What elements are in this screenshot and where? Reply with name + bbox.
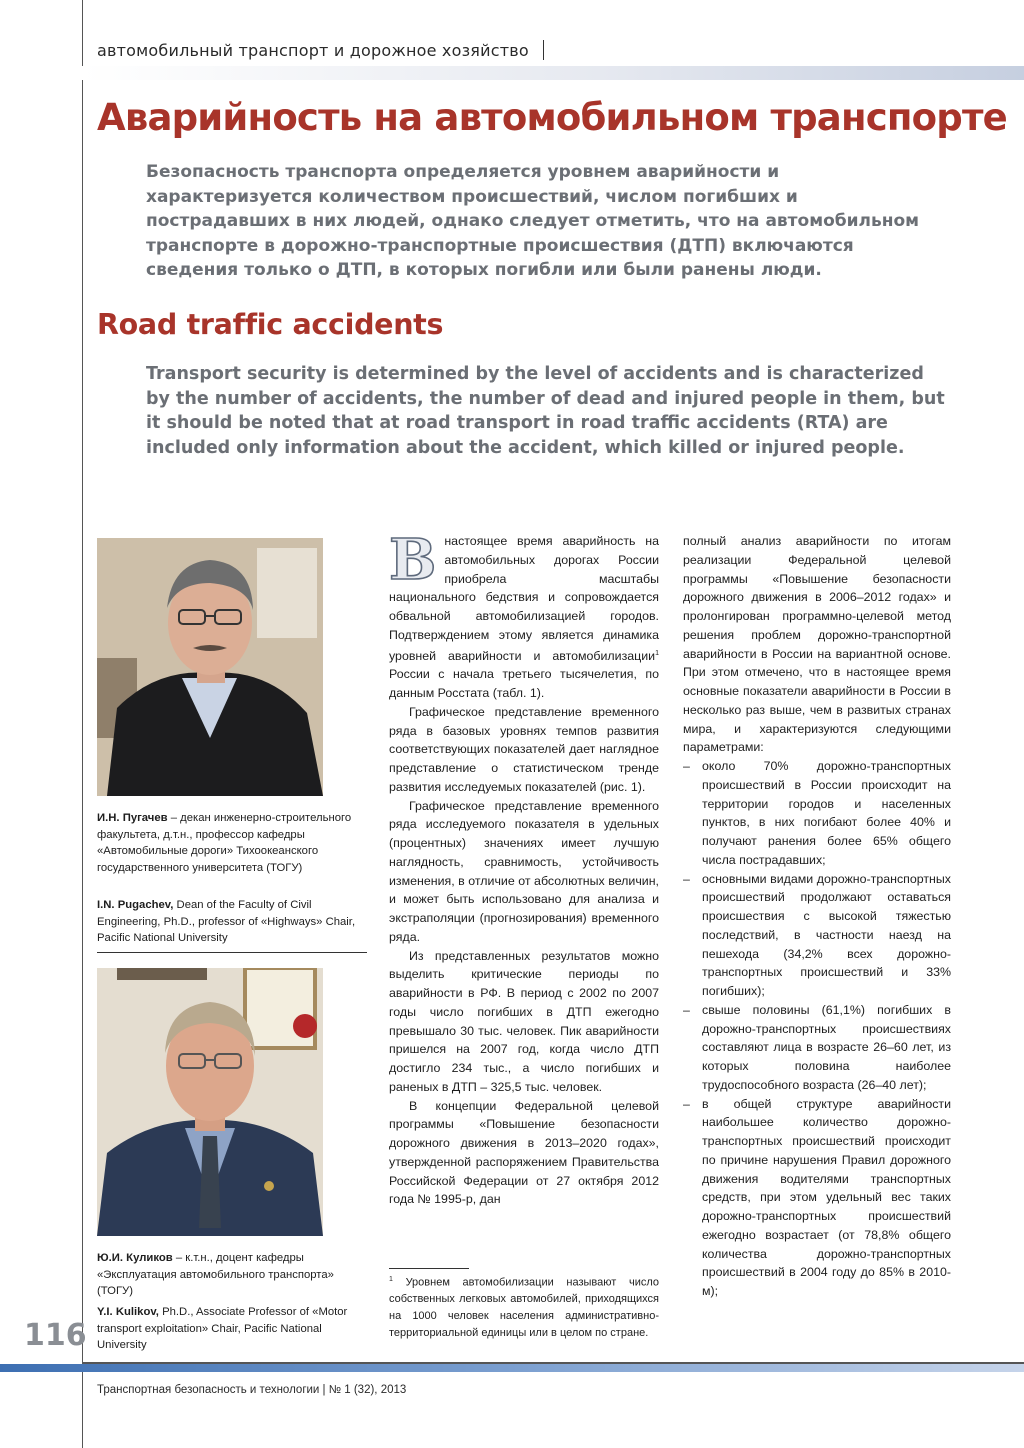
- journal-section-header: [97, 40, 544, 60]
- body-paragraph-1-text: настоящее время аварийность на автомобильных дорогах России приобрела масштабы национального бедствия и сопровождается обвальной автомобилизацией городов. Подтверждением этому является динамика уровней аварийности и автомобилизации: [389, 534, 659, 663]
- author-photo-kulikov: [97, 968, 323, 1236]
- journal-footer: Транспортная безопасность и технологии | № 1 (32), 2013: [97, 1384, 407, 1396]
- abstract-en: Transport security is determined by the level of accidents and is characterized by the number of accidents, the number of dead and injured people in them, but it should be noted that at road transport in road traffic accidents (RTA) are included only information about the accident, which killed or injured people.: [146, 364, 945, 458]
- body-paragraph-1: [389, 527, 659, 703]
- body-paragraph-2: Графическое представление временного ряда в базовых уровнях темпов развития соответствующих показателей дает наглядное представление о статистическом тренде развития исследуемых показателей (рис. 1).: [389, 704, 659, 794]
- author-name-en-1: I.N. Pugachev,: [97, 899, 174, 911]
- drop-cap: В: [389, 527, 437, 593]
- list-item-text: основными видами дорожно-транспортных происшествий продолжают оставаться происшествия с высокой тяжестью последствий, в частности наезд на пешехода (34,2% всех дорожно-транспортных происшествий и 33% погибших);: [702, 871, 951, 998]
- list-item: [683, 870, 951, 1001]
- list-dash: –: [683, 1002, 690, 1017]
- author-desc-en-2: Ph.D., Associate Professor of «Motor transport exploitation» Chair, Pacific National University: [97, 1306, 348, 1351]
- body-column-right: [683, 532, 951, 1301]
- list-item: [683, 757, 951, 870]
- author-caption-en-2: [97, 1304, 367, 1354]
- author-name-ru-2: Ю.И. Куликов: [97, 1252, 173, 1264]
- portrait-illustration: [97, 538, 323, 796]
- body-paragraph-5: В концепции Федеральной целевой программы «Повышение безопасности дорожного движения в 2013–2020 годах», утвержденной распоряжением Правительства Российской Федерации от 27 октября 2012 года № 1995-р, дан: [389, 1098, 659, 1207]
- footnote: [389, 1272, 659, 1342]
- body-column-middle: [389, 527, 659, 1209]
- article-title-en: Road traffic accidents: [97, 308, 444, 341]
- footnote-mark: 1: [389, 1276, 393, 1283]
- footnote-rule: [389, 1268, 469, 1269]
- header-gradient-bar: [82, 66, 1024, 80]
- footnote-text: Уровнем автомобилизации называют число собственных легковых автомобилей, приходящихся на 1000 человек населения административно-территориальной единицы или в целом по стране.: [389, 1276, 659, 1340]
- body-paragraph-4: Из представленных результатов можно выделить критические периоды по аварийности в РФ. В период с 2002 по 2007 годы число погибших в ДТП ежегодно превышало 30 тыс. человек. Пик аварийности пришелся на 2007 год, когда число ДТП достигло 234 тыс., а число погибших и раненых в ДТП – 325,5 тыс. человек.: [389, 948, 659, 1094]
- list-dash: –: [683, 1096, 690, 1111]
- list-item: [683, 1095, 951, 1301]
- journal-section-text: автомобильный транспорт и дорожное хозяйство: [97, 41, 529, 60]
- caption-divider: [97, 952, 367, 953]
- body-paragraph-1-end: России с начала третьего тысячелетия, по данным Росстата (табл. 1).: [389, 667, 659, 701]
- author-desc-en-1: Dean of the Faculty of Civil Engineering, Ph.D., professor of «Highways» Chair, Pacific National University: [97, 899, 356, 944]
- author-caption-en-1: [97, 897, 367, 947]
- body-paragraph-right-1: полный анализ аварийности по итогам реализации Федеральной целевой программы «Повышение безопасности дорожного движения в 2006–2012 годах» и пролонгирован программно-целевой метод решения проблем дорожно-транспортной аварийности в России на вариантной основе. При этом отмечено, что в настоящее время основные показатели аварийности в России в несколько раз выше, чем в развитых странах мира, и характеризуются следующими параметрами:: [683, 534, 951, 755]
- parameters-list: [683, 757, 951, 1301]
- list-item-text: в общей структуре аварийности наибольшее количество дорожно-транспортных происшествий происходит по причине нарушения Правил дорожного движения водителями транспортных средств, при этом удельный вес таких дорожно-транспортных происшествий ежегодно возрастает (от 78,8% общего количества дорожно-транспортных происшествий в 2004 году до 85% в 2010-м);: [702, 1096, 951, 1298]
- author-name-ru-1: И.Н. Пугачев: [97, 812, 168, 824]
- header-separator: [543, 40, 544, 60]
- list-item: [683, 1001, 951, 1095]
- list-dash: –: [683, 871, 690, 886]
- article-title-ru: Аварийность на автомобильном транспорте: [97, 96, 1007, 139]
- list-item-text: свыше половины (61,1%) погибших в дорожно-транспортных происшествиях составляют лица в возрасте 26–60 лет, из которых половина наиболее трудоспособного возраста (26–40 лет);: [702, 1002, 951, 1092]
- author-name-en-2: Y.I. Kulikov,: [97, 1306, 159, 1318]
- abstract-ru: Безопасность транспорта определяется уровнем аварийности и характеризуется количеством происшествий, числом погибших и пострадавших в них людей, однако следует отметить, что на автомобильном транспорте в дорожно-транспортные происшествия (ДТП) включаются сведения только о ДТП, в которых погибли или были ранены люди.: [146, 162, 920, 281]
- author-caption-ru-1: [97, 810, 367, 876]
- author-photo-pugachev: [97, 538, 323, 796]
- body-paragraph-3: Графическое представление временного ряда исследуемого показателя в удельных (процентных) значениях имеет лучшую наглядность, сравнимость, устойчивость изменения, в отличие от абсолютных величин, и может быть использовано для анализа и экстраполяции (прогнозирования) временного ряда.: [389, 798, 659, 944]
- portrait-illustration: [97, 968, 323, 1236]
- list-item-text: около 70% дорожно-транспортных происшествий в России происходит на территории городов и населенных пунктов, в них погибают более 40% и получают ранения более 65% общего числа пострадавших;: [702, 759, 951, 867]
- author-desc-ru-1: – декан инженерно-строительного факультета, д.т.н., профессор кафедры «Автомобильные дороги» Тихоокеанского государственного университета (ТОГУ): [97, 812, 352, 874]
- page-number: 116: [24, 1318, 87, 1353]
- footnote-ref: 1: [655, 649, 659, 657]
- author-desc-ru-2: – к.т.н., доцент кафедры «Эксплуатация автомобильного транспорта» (ТОГУ): [97, 1252, 334, 1297]
- list-dash: –: [683, 759, 690, 773]
- left-margin-rule: [82, 0, 83, 1448]
- footer-gradient-bar: [0, 1364, 1024, 1372]
- author-caption-ru-2: [97, 1250, 367, 1300]
